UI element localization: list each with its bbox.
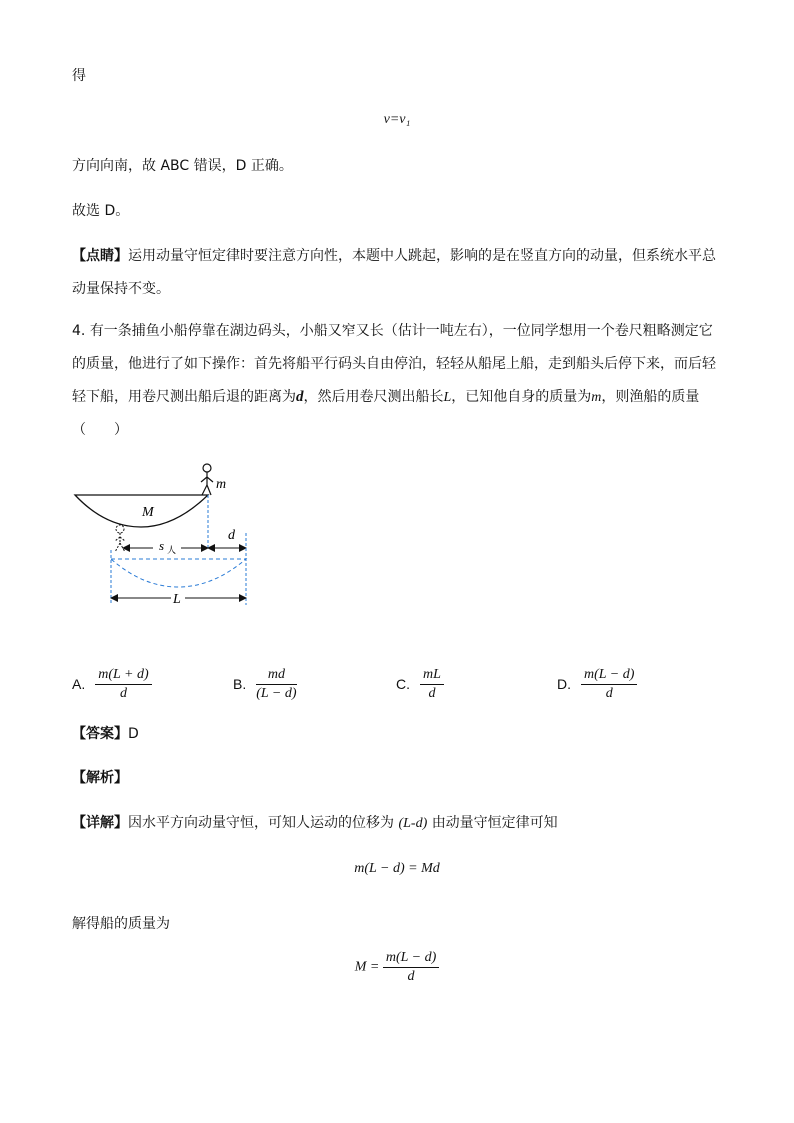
label-s: s [159, 538, 165, 553]
question-text-1: 有一条捕鱼小船停靠在湖边码头，小船又窄又长（估计一吨左右），一位同学想用一个卷尺粗略测定它 [89, 323, 713, 339]
result-fraction [383, 950, 439, 985]
analysis-tag: 【解析】 [72, 770, 128, 786]
question-number: 4. [72, 323, 86, 339]
option-c-denominator: d [428, 685, 436, 701]
label-m: m [216, 477, 227, 492]
text-choose: 故选 D。 [72, 203, 130, 219]
option-c-fraction [420, 667, 444, 702]
var-m: m [591, 390, 602, 405]
option-b-numerator: md [256, 667, 296, 685]
answer-tag: 【答案】 [72, 726, 128, 742]
equation-result [0, 950, 794, 985]
option-b-fraction [256, 667, 296, 702]
result-numerator: m(L − d) [383, 950, 439, 968]
person-on-boat-icon [201, 464, 213, 495]
label-M: M [142, 505, 154, 520]
question-block [72, 315, 722, 447]
note-block [72, 240, 722, 306]
note-text-2: 动量保持不变。 [72, 281, 170, 297]
detail-text-a: 因水平方向动量守恒，可知人运动的位移为 [128, 815, 394, 831]
boat-shifted-outline [111, 559, 246, 587]
detail-text-b: 由动量守恒定律可知 [431, 815, 558, 831]
text-de: 得 [72, 68, 86, 84]
option-b-denominator: (L − d) [256, 685, 297, 701]
option-a-numerator: m(L + d) [95, 667, 151, 685]
question-text-3a: 轻下船，用卷尺测出船后退的距离为 [72, 389, 296, 405]
label-d: d [228, 528, 235, 543]
text-solve: 解得船的质量为 [72, 916, 170, 932]
option-a-denominator: d [119, 685, 127, 701]
option-a-fraction [95, 667, 151, 702]
option-d-denominator: d [605, 685, 613, 701]
option-c-label: C. [396, 676, 410, 692]
result-denominator: d [407, 969, 415, 984]
var-L: L [443, 390, 452, 405]
option-d-fraction [581, 667, 637, 702]
question-text-3c: ，已知他自身的质量为 [451, 389, 592, 405]
answer-value: D [128, 726, 139, 742]
result-lhs: M = [354, 959, 380, 975]
option-c[interactable] [396, 664, 444, 704]
option-d-numerator: m(L − d) [581, 667, 637, 685]
detail-tag: 【详解】 [72, 815, 128, 831]
option-d[interactable] [557, 664, 637, 704]
detail-expr: (L-d) [398, 816, 428, 831]
option-b[interactable] [233, 664, 297, 704]
detail-line [72, 812, 722, 835]
option-a-label: A. [72, 676, 86, 692]
label-s-sub: 人 [167, 546, 177, 556]
option-c-numerator: mL [420, 667, 444, 685]
note-tag: 【点睛】 [72, 248, 128, 264]
label-L: L [173, 592, 181, 607]
equation-v: v=v₁ [383, 112, 411, 127]
equation-momentum: m(L − d) = Md [354, 861, 440, 876]
text-direction: 方向向南，故 ABC 错误，D 正确。 [72, 158, 293, 174]
var-d: d [296, 389, 304, 405]
question-paren: （ ） [72, 422, 128, 438]
option-d-label: D. [557, 676, 571, 692]
question-text-3b: ，然后用卷尺测出船长 [303, 389, 444, 405]
question-text-2: 的质量，他进行了如下操作：首先将船平行码头自由停泊，轻轻从船尾上船，走到船头后停下来，而后轻 [72, 356, 716, 372]
question-text-3d: ，则渔船的质量 [601, 389, 700, 405]
note-text-1: 运用动量守恒定律时要注意方向性，本题中人跳起，影响的是在竖直方向的动量，但系统水平总 [128, 248, 716, 264]
boat-diagram [65, 455, 265, 615]
option-a[interactable] [72, 664, 152, 704]
answer-line [72, 723, 722, 745]
option-b-label: B. [233, 676, 247, 692]
